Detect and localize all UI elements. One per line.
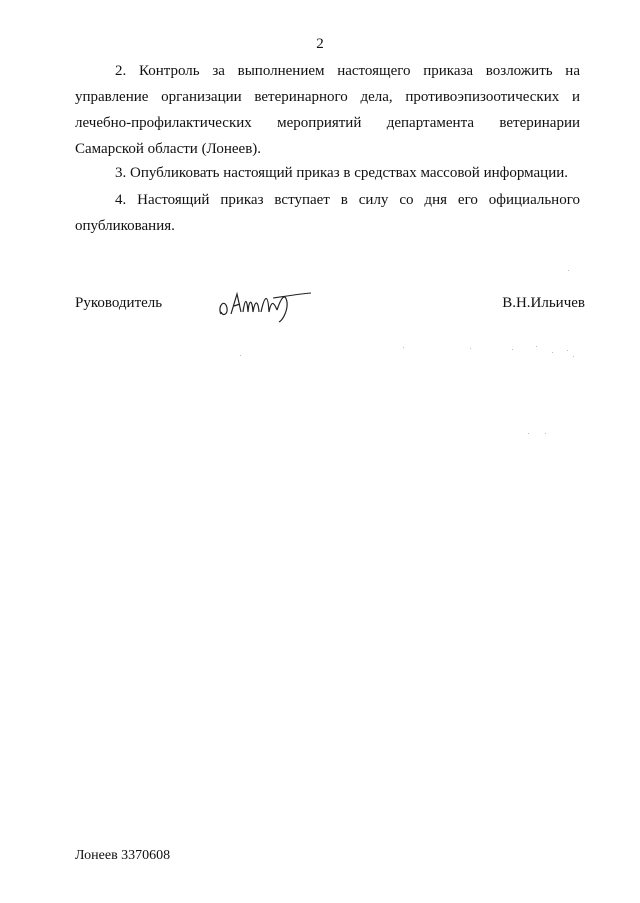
scan-speck [567,350,568,351]
handwritten-signature [215,284,315,324]
scan-speck [240,355,241,356]
executor-note: Лонеев 3370608 [75,848,171,863]
scan-speck [552,352,553,353]
scan-speck [528,433,529,434]
scan-speck [470,348,471,349]
paragraph-3: 3. Опубликовать настоящий приказ в средствах массовой информации. [115,165,569,181]
scan-speck [512,349,513,350]
signer-name: В.Н.Ильичев [502,295,585,311]
scan-speck [403,347,404,348]
scan-speck [536,346,537,347]
paragraph-4: 4. Настоящий приказ вступает в силу со дня его официального опубликования. [75,192,580,234]
paragraph-2: 2. Контроль за выполнением настоящего приказа возложить на управление организации ветеринарного дела, противоэпизоотических и лечебно-профилактических мероприятий департамента ветеринарии Самарской области (Лонеев). [75,63,580,157]
signer-title: Руководитель [75,295,163,311]
page-number: 2 [316,36,324,52]
scan-speck [568,270,569,271]
scan-speck [545,433,546,434]
scan-speck [573,356,574,357]
signature-block [75,290,585,330]
